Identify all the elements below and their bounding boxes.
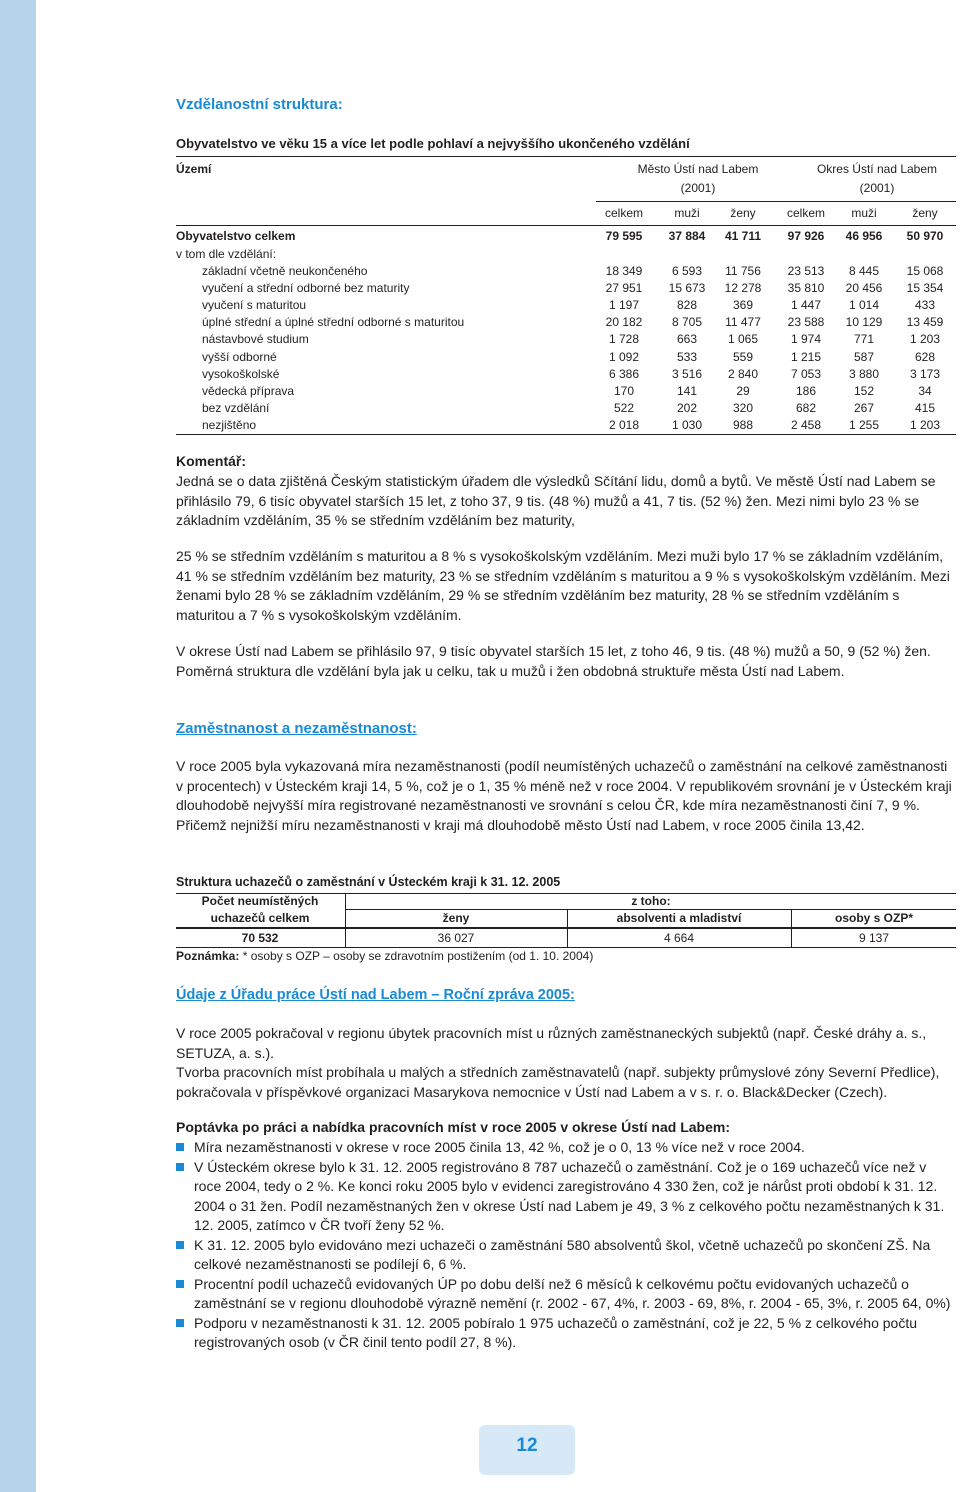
row-label: vyučení a střední odborné bez maturity xyxy=(202,281,410,296)
comment-paragraph-2: 25 % se středním vzděláním s maturitou a 8 % s vysokoškolským vzděláním. Mezi muži bylo 17 % se základním vzděláním, 41 % se středním vzděláním bez maturity, 23 % se středním vzděláním s maturitou a 9 % s vysokoškolským vzděláním. Mezi ženami bylo 28 % se základním vzděláním, 29 % se středním vzděláním bez maturity, 28 % se středním vzděláním s maturitou a 7 % s vysokoškolským vzděláním. xyxy=(176,548,950,623)
row-value: 3 880 xyxy=(848,366,880,381)
row-label: vyšší odborné xyxy=(202,349,277,364)
row-value: 15 068 xyxy=(906,264,944,278)
list-item-text: Míra nezaměstnanosti v okrese v roce 2005 činila 13, 42 %, což je o 0, 13 % více než v roce 2004. xyxy=(194,1139,805,1155)
list-item-text: Podporu v nezaměstnanosti k 31. 12. 2005 pobíralo 1 975 uchazečů o zaměstnání, což je 22, 5 % z celkového počtu registrovaných osob (v ČR činil tento podíl 27, 8 %). xyxy=(194,1314,918,1350)
labour-office-paragraph-2: Tvorba pracovních míst probíhala u malých a středních zaměstnavatelů (např. subjekty průmyslové zóny Severní Předlice), pokračovala v příspěvkové organizaci Masarykova nemocnice v Ústí nad Labem a v s. r. o. Black&Decker (Czech). xyxy=(176,1064,940,1100)
table-rule xyxy=(176,927,956,929)
row-value: 12 278 xyxy=(724,281,762,296)
row-value: 202 xyxy=(676,400,698,415)
row-value: 1 447 xyxy=(790,298,822,313)
row-value: 1 065 xyxy=(727,332,759,347)
group2-year: (2001) xyxy=(859,181,895,195)
row-value: 663 xyxy=(676,332,698,347)
row-value: 29 xyxy=(736,383,750,398)
row-value: 1 014 xyxy=(848,298,880,313)
row-value: 20 456 xyxy=(845,281,883,296)
row-label: bez vzdělání xyxy=(202,400,270,415)
comment-paragraph-3: V okrese Ústí nad Labem se přihlásilo 97, 9 tisíc obyvatel starších 15 let, z toho 46, 9 tis. (48 %) mužů a 50, 9 (52 %) žen. Poměrná struktura dle vzdělání byla jak u celku, tak u mužů i žen obdobná struktuře města Ústí nad Labem. xyxy=(176,643,931,679)
row-value: 3 173 xyxy=(909,366,941,381)
demand-list xyxy=(176,1138,956,1353)
row-value: 20 182 xyxy=(605,315,643,330)
row-value: 2 840 xyxy=(727,366,759,381)
row-value: 186 xyxy=(795,383,817,398)
row-value: 8 705 xyxy=(671,315,703,330)
education-table-title: Obyvatelstvo ve věku 15 a více let podle pohlaví a nejvyššího ukončeného vzdělání xyxy=(176,136,690,151)
row-value: 1 974 xyxy=(790,332,822,347)
row-value: 6 593 xyxy=(671,264,703,278)
row-value: 267 xyxy=(853,400,875,415)
row-label: nástavbové studium xyxy=(202,332,309,347)
row-value: 1 728 xyxy=(608,332,640,347)
row-value: 415 xyxy=(914,400,936,415)
row-label: základní včetně neukončeného xyxy=(202,264,368,278)
total-value: 79 595 xyxy=(605,229,643,243)
total-value: 41 711 xyxy=(724,229,762,243)
row-value: 34 xyxy=(918,383,932,398)
col-territory-header: Území xyxy=(176,162,212,176)
labour-office-heading: Údaje z Úřadu práce Ústí nad Labem – Roční zpráva 2005: xyxy=(176,987,575,1003)
list-item xyxy=(176,1158,956,1236)
row-value: 522 xyxy=(613,400,635,415)
row-value: 771 xyxy=(853,332,875,347)
row-value: 1 203 xyxy=(909,417,941,432)
total-row-label: Obyvatelstvo celkem xyxy=(176,229,296,243)
table-rule xyxy=(176,156,956,157)
row-value: 1 030 xyxy=(671,417,703,432)
col1-header-line1: Počet neumístěných xyxy=(201,894,319,908)
demand-heading: Poptávka po práci a nabídka pracovních míst v roce 2005 v okrese Ústí nad Labem: xyxy=(176,1119,730,1135)
row-value: 23 513 xyxy=(787,264,825,278)
row-value: 18 349 xyxy=(605,264,643,278)
row-value: 141 xyxy=(676,383,698,398)
breakdown-label: v tom dle vzdělání: xyxy=(176,247,277,261)
employment-paragraph: V roce 2005 byla vykazovaná míra nezaměstnanosti (podíl neumístěných uchazečů o zaměstnání na celkové zaměstnanosti v procentech) v Ústeckém kraji 14, 5 %, což je o 1, 35 % méně než v roce 2004. V republikovém srovnání je v Ústeckém kraji dlouhodobě nejvyšší míra registrované nezaměstnanosti ve srovnání s celou ČR, kde míra nezaměstnanosti činí 7, 9 %. Přičemž nejnižší míru nezaměstnanosti v kraji má dlouhodobě město Ústí nad Labem, v roce 2005 činila 13,42. xyxy=(176,758,952,833)
bullet-square-icon xyxy=(176,1319,184,1327)
row-value: 587 xyxy=(853,349,875,364)
total-applicants-value: 70 532 xyxy=(241,931,279,945)
page-number: 12 xyxy=(516,1435,538,1456)
row-value: 1 197 xyxy=(608,298,640,313)
group1-year: (2001) xyxy=(680,181,716,195)
row-label: vyučení s maturitou xyxy=(202,298,307,313)
subcol-header: celkem xyxy=(786,206,825,220)
table-vrule xyxy=(791,909,792,947)
row-value: 8 445 xyxy=(848,264,880,278)
comment-heading: Komentář: xyxy=(176,453,247,469)
row-value: 27 951 xyxy=(605,281,643,296)
col4-header: osoby s OZP* xyxy=(834,911,914,925)
row-value: 1 255 xyxy=(848,417,880,432)
list-item xyxy=(176,1314,956,1353)
table-rule xyxy=(176,225,956,226)
comment-paragraph-1: Jedná se o data zjištěná Českým statistickým úřadem dle výsledků Sčítání lidu, domů a bytů. Ve městě Ústí nad Labem se přihlásilo 79, 6 tisíc obyvatel starších 15 let, z toho 37, 9 tis. (48 %) mužů a 41, 7 tis. (52 %) žen. Mezi nimi bylo 23 % se základním vzděláním, 35 % se středním vzděláním bez maturity, xyxy=(176,473,936,528)
women-value: 36 027 xyxy=(437,931,475,945)
row-value: 152 xyxy=(853,383,875,398)
table-note xyxy=(176,949,593,963)
list-item xyxy=(176,1236,956,1275)
list-item xyxy=(176,1138,956,1158)
row-value: 35 810 xyxy=(787,281,825,296)
left-decorative-bar xyxy=(0,0,36,1492)
col2-header: ženy xyxy=(442,911,470,925)
row-value: 1 203 xyxy=(909,332,941,347)
subcol-header: muži xyxy=(851,206,877,220)
row-value: 2 018 xyxy=(608,417,640,432)
row-value: 682 xyxy=(795,400,817,415)
note-label: Poznámka: xyxy=(176,949,240,963)
row-value: 320 xyxy=(732,400,754,415)
bullet-square-icon xyxy=(176,1163,184,1171)
row-value: 3 516 xyxy=(671,366,703,381)
row-value: 628 xyxy=(914,349,936,364)
total-value: 97 926 xyxy=(787,229,825,243)
of-which-header: z toho: xyxy=(631,894,671,908)
row-value: 559 xyxy=(732,349,754,364)
subcol-header: celkem xyxy=(604,206,643,220)
table-vrule xyxy=(345,893,346,947)
page-number-tab xyxy=(479,1425,575,1475)
list-item-text: V Ústeckém okrese bylo k 31. 12. 2005 registrováno 8 787 uchazečů o zaměstnání. Což je o 169 uchazečů více než v roce 2004, tedy o 2 %. Ke konci roku 2005 bylo v evidenci zaregistrováno 4 330 žen, což je nárůst proti období k 31. 12. 2004 o 31 žen. Podíl nezaměstnaných žen v okrese Ústí nad Labem je 49, 3 % z celkového počtu nezaměstnaných k 31. 12. 2005, zatímco v ČR tvoří ženy 52 %. xyxy=(194,1158,945,1233)
row-value: 170 xyxy=(613,383,635,398)
list-item-text: K 31. 12. 2005 bylo evidováno mezi uchazeči o zaměstnání 580 absolventů škol, včetně uchazečů po skončení ZŠ. Na celkové nezaměstnanosti se podílejí 6, 6 %. xyxy=(194,1236,931,1272)
row-label: vysokoškolské xyxy=(202,366,280,381)
subcol-header: ženy xyxy=(912,206,938,220)
row-value: 828 xyxy=(676,298,698,313)
table-rule xyxy=(346,909,956,910)
row-label: vědecká příprava xyxy=(202,383,295,398)
group1-header: Město Ústí nad Labem xyxy=(637,162,759,176)
row-value: 1 215 xyxy=(790,349,822,364)
row-label: úplné střední a úplné střední odborné s maturitou xyxy=(202,315,465,330)
row-value: 7 053 xyxy=(790,366,822,381)
table-vrule xyxy=(567,909,568,947)
ozp-value: 9 137 xyxy=(858,931,890,945)
row-value: 23 588 xyxy=(787,315,825,330)
bullet-square-icon xyxy=(176,1143,184,1151)
row-value: 11 756 xyxy=(725,264,761,278)
row-value: 433 xyxy=(914,298,936,313)
note-text: * osoby s OZP – osoby se zdravotním postižením (od 1. 10. 2004) xyxy=(239,949,594,963)
row-value: 6 386 xyxy=(608,366,640,381)
row-value: 533 xyxy=(676,349,698,364)
subcol-header: muži xyxy=(674,206,700,220)
total-value: 46 956 xyxy=(845,229,883,243)
row-value: 369 xyxy=(732,298,754,313)
graduates-value: 4 664 xyxy=(663,931,695,945)
table-rule xyxy=(176,947,956,948)
row-value: 15 354 xyxy=(906,281,944,296)
bullet-square-icon xyxy=(176,1280,184,1288)
row-label: nezjištěno xyxy=(202,417,257,432)
education-heading: Vzdělanostní struktura: xyxy=(176,96,343,113)
table-rule xyxy=(596,201,956,202)
applicants-table-title: Struktura uchazečů o zaměstnání v Ústeckém kraji k 31. 12. 2005 xyxy=(176,875,561,889)
group2-header: Okres Ústí nad Labem xyxy=(816,162,938,176)
labour-office-paragraph-1: V roce 2005 pokračoval v regionu úbytek pracovních míst u různých zaměstnaneckých subjektů (např. České dráhy a. s., SETUZA, a. s.). xyxy=(176,1025,927,1061)
row-value: 1 092 xyxy=(608,349,640,364)
row-value: 2 458 xyxy=(790,417,822,432)
row-value: 988 xyxy=(732,417,754,432)
subcol-header: ženy xyxy=(730,206,756,220)
employment-heading: Zaměstnanost a nezaměstnanost: xyxy=(176,720,417,737)
col3-header: absolventi a mladiství xyxy=(616,911,742,925)
total-value: 50 970 xyxy=(906,229,944,243)
row-value: 13 459 xyxy=(906,315,944,330)
bullet-square-icon xyxy=(176,1241,184,1249)
list-item-text: Procentní podíl uchazečů evidovaných ÚP po dobu delší než 6 měsíců k celkovému počtu evidovaných uchazečů o zaměstnání se v regionu dlouhodobě výrazně nemění (r. 2002 - 67, 4%, r. 2003 - 69, 8%, r. 2004 - 65, 3%, r. 2005 64, 0%) xyxy=(194,1275,951,1311)
row-value: 11 477 xyxy=(725,315,761,330)
total-value: 37 884 xyxy=(668,229,706,243)
col1-header-line2: uchazečů celkem xyxy=(210,911,310,925)
row-value: 15 673 xyxy=(668,281,706,296)
table-rule xyxy=(176,434,956,435)
list-item xyxy=(176,1275,956,1314)
row-value: 10 129 xyxy=(845,315,883,330)
